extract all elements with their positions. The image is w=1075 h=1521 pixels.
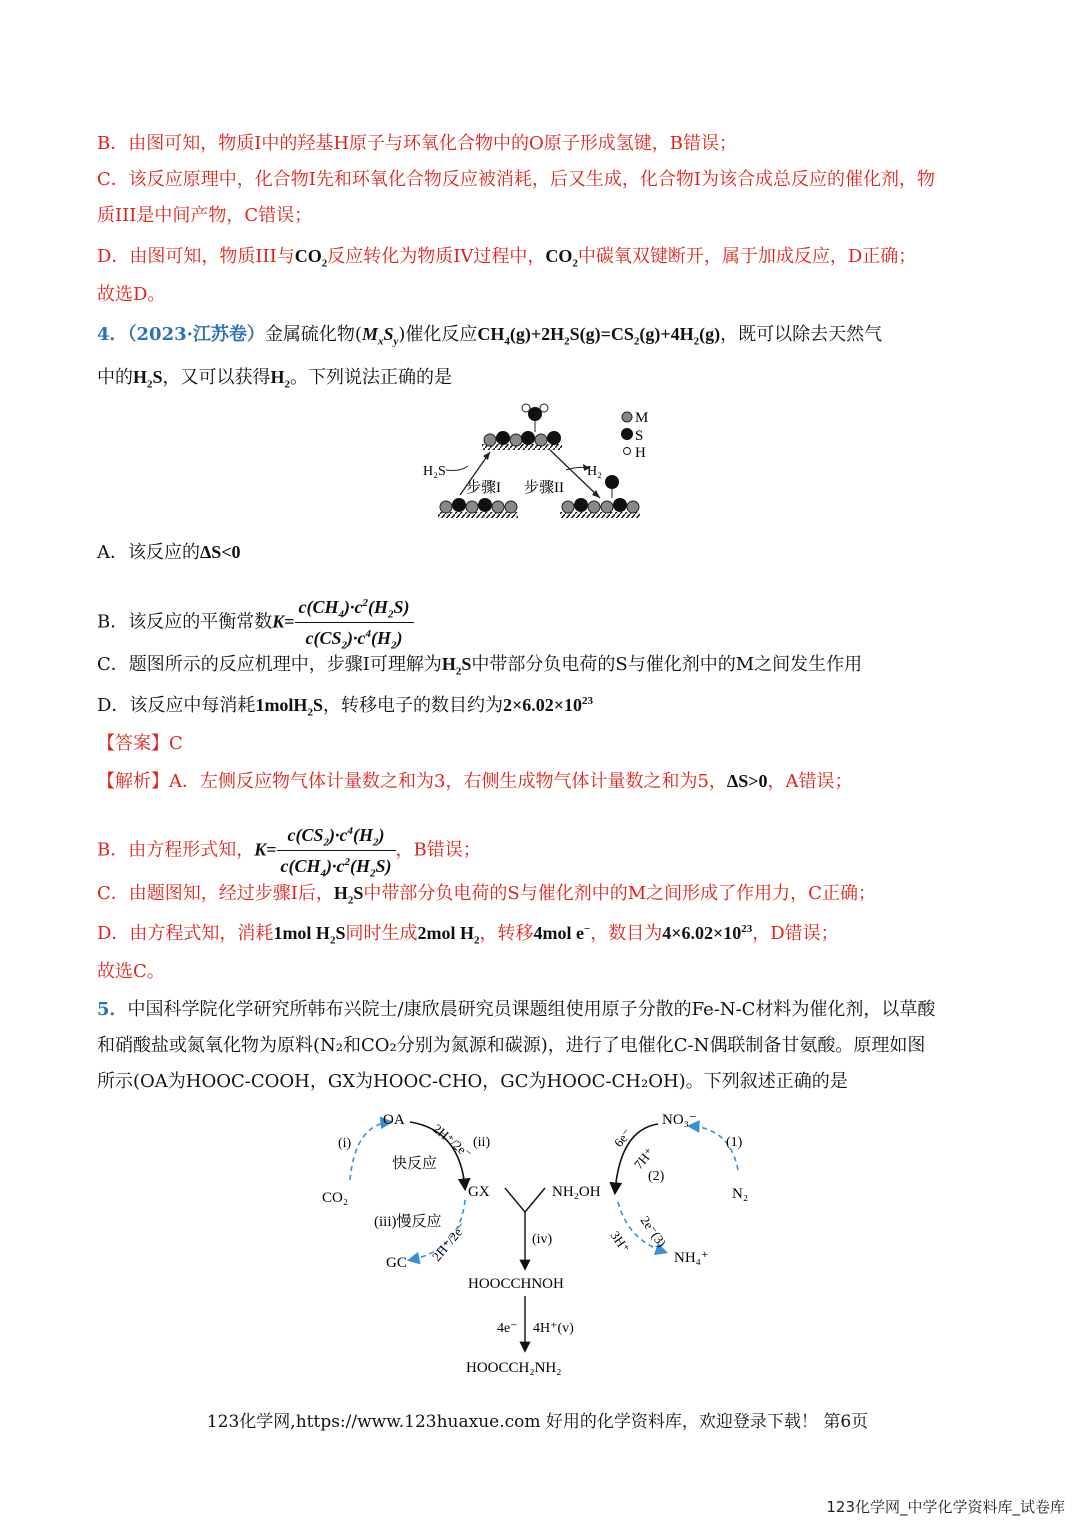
catalyst-surface-left <box>438 498 518 518</box>
n2-label: N₂ <box>732 1186 749 1202</box>
legend-s-label: S <box>635 428 644 444</box>
step1-label: 步骤I <box>466 480 501 496</box>
q4-analysis-d: D．由方程式知，消耗1mol $H_2S$同时生成2mol $H_2$，转移4mol e−，数目为$4\times 6.02\times 10^{23}$，D错误； <box>97 923 839 947</box>
legend-m-marker <box>622 412 632 422</box>
h2s-label: H₂S <box>423 464 446 479</box>
reaction-equation: $CH_4(g)+2H_2S(g)=CS_2(g)+4H_2(g)$ <box>477 324 721 348</box>
q5-stem-line3: 所示(OA为HOOC-COOH，GX为HOOC-CHO，GC为HOOC-CH₂OH)。下列叙述正确的是 <box>97 1071 848 1092</box>
glycine-label: HOOCCH₂NH₂ <box>466 1360 562 1376</box>
six-e-label: 6e⁻ <box>610 1125 635 1150</box>
gc-label: GC <box>386 1255 407 1271</box>
step-3-label: 2e⁻(3) <box>637 1213 670 1250</box>
q4-option-a: A．该反应的ΔS<0 <box>97 542 241 563</box>
co2-formula: $CO_2$ <box>294 246 328 270</box>
q4-analysis-b: B．由方程形式知，K= $\frac{c(CS_2)\cdot c^4(H_2)}{c(CH_4)\cdot c^2(H_2S)}$ ，B错误； <box>97 822 481 879</box>
co2-label: CO₂ <box>322 1190 349 1206</box>
slow-reaction-label: (iii)慢反应 <box>374 1214 442 1230</box>
legend-h-marker <box>624 448 631 455</box>
watermark: 123化学网_中学化学资料库_试卷库 <box>826 1498 1065 1516</box>
q4-analysis-a: 【解析】A．左侧反应物气体计量数之和为3，右侧生成物气体计量数之和为5，ΔS>0，A错误； <box>97 771 853 792</box>
q5-mechanism-figure <box>310 1100 780 1385</box>
q3-option-d-analysis: D．由图可知，物质III与$CO_2$反应转化为物质IV过程中，$CO_2$中碳氧双键断开，属于加成反应，D正确； <box>97 246 917 270</box>
co2-formula: $CO_2$ <box>545 246 578 270</box>
step-i-label: (i) <box>338 1136 352 1151</box>
hoocchnoh-label: HOOCCHNOH <box>468 1276 564 1292</box>
step-ii-label: (ii) <box>473 1135 491 1150</box>
catalyst-formula: $M_xS_y$ <box>361 324 399 348</box>
q5-stem-line2: 和硝酸盐或氮氧化物为原料(N₂和CO₂分别为氮源和碳源)，进行了电催化C-N偶联制备甘氨酸。原理如图 <box>97 1035 926 1056</box>
step2-label: 步骤II <box>524 480 564 496</box>
q4-mechanism-figure <box>420 400 660 530</box>
legend-m-label: M <box>635 410 649 426</box>
h2s-in-arrow <box>446 466 468 471</box>
nh4-label: NH₄⁺ <box>674 1250 709 1266</box>
step-v-label: 4H⁺(v) <box>533 1321 574 1336</box>
k-expression-b: $\frac{c(CH_4)\cdot c^2(H_2S)}{c(CS_2)\cdot c^4(H_2)}$ <box>295 594 414 651</box>
q3-option-b-analysis: B．由图可知，物质I中的羟基H原子与环氧化合物中的O原子形成氢键，B错误； <box>97 133 738 154</box>
q4-answer: 【答案】C <box>97 733 183 754</box>
fast-reaction-label: 快反应 <box>392 1156 438 1172</box>
page-footer: 123化学网,https://www.123huaxue.com 好用的化学资料库，欢迎登录下载！ 第6页 <box>206 1412 869 1432</box>
q4-option-b: B．该反应的平衡常数K= $\frac{c(CH_4)\cdot c^2(H_2S)}{c(CS_2)\cdot c^4(H_2)}$ <box>97 594 414 651</box>
catalyst-surface-top <box>482 404 562 450</box>
no3-label: NO₃⁻ <box>662 1112 697 1128</box>
merge-line-right <box>525 1188 545 1212</box>
q5-stem-line1: 5．中国科学院化学研究所韩布兴院士/康欣晨研究员课题组使用原子分散的Fe-N-C材料为催化剂，以草酸 <box>97 999 936 1020</box>
legend-h-label: H <box>635 445 646 461</box>
oa-label: OA <box>383 1112 405 1128</box>
e-bottom-label: 2H⁺/2e⁻ <box>428 1219 470 1264</box>
step-iv-label: (iv) <box>532 1232 553 1247</box>
q3-conclusion: 故选D。 <box>97 284 166 305</box>
q4-stem-line1: 4．（2023·江苏卷）金属硫化物$(M_xS_y)$催化反应$CH_4(g)+2H_2S(g)=CS_2(g)+4H_2(g)$，既可以除去天然气 <box>97 324 883 348</box>
q4-option-c: C．题图所示的反应机理中，步骤I可理解为$H_2S$中带部分负电荷的S与催化剂中的M之间发生作用 <box>97 654 863 678</box>
catalyst-surface-right <box>560 475 640 518</box>
arrow-i <box>350 1122 390 1180</box>
q4-stem-line2: 中的$H_2S$，又可以获得$H_2$。下列说法正确的是 <box>97 367 453 391</box>
q4-analysis-c: C．由题图知，经过步骤I后，$H_2S$中带部分负电荷的S与催化剂中的M之间形成了作用力，C正确； <box>97 883 876 907</box>
nh2oh-label: NH₂OH <box>552 1184 601 1200</box>
h2-label: H₂ <box>587 464 602 479</box>
q4-conclusion: 故选C。 <box>97 961 165 982</box>
q3-option-c-analysis-1: C．该反应原理中，化合物I先和环氧化合物反应被消耗，后又生成，化合物I为该合成总反应的催化剂，物 <box>97 169 935 190</box>
step-1-label: (1) <box>726 1135 743 1150</box>
legend-s-marker <box>621 428 633 440</box>
three-h-label: 3H⁺ <box>607 1228 633 1256</box>
gx-label: GX <box>468 1184 490 1200</box>
seven-h-label: 7H⁺ <box>630 1144 657 1172</box>
step-2-label: (2) <box>648 1169 665 1184</box>
q4-option-d: D．该反应中每消耗1molH$_2$S，转移电子的数目约为$2\times 6.02\times 10^{23}$ <box>97 695 593 719</box>
q3-option-c-analysis-2: 质III是中间产物，C错误； <box>97 205 313 226</box>
e-top-label: 2H⁺/2e⁻ <box>430 1120 475 1162</box>
k-expression-correct: $\frac{c(CS_2)\cdot c^4(H_2)}{c(CH_4)\cdot c^2(H_2S)}$ <box>277 822 396 879</box>
merge-line-left <box>505 1188 525 1212</box>
four-e-label: 4e⁻ <box>497 1321 518 1336</box>
